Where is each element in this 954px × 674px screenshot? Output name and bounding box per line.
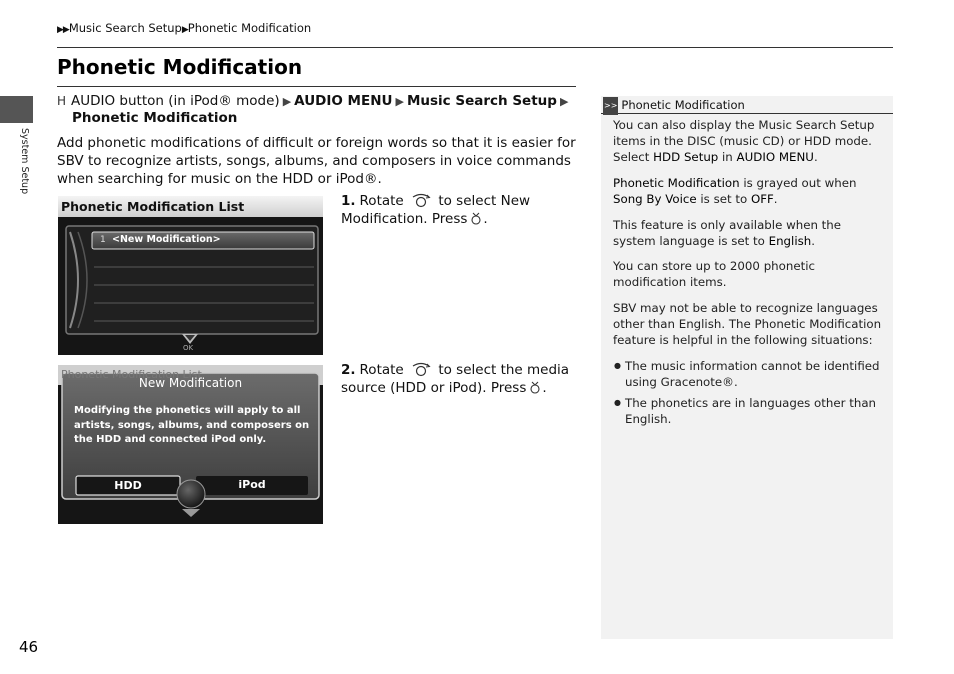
note-emphasis: Phonetic Modification	[613, 176, 740, 190]
note-grayed-out	[613, 175, 885, 207]
step-2-option-hdd: HDD	[395, 380, 427, 396]
note-emphasis: English	[768, 234, 812, 248]
dialog-message: Modifying the phonetics will apply to all artists, songs, albums, and composers on the HDD and connected iPod only.	[74, 405, 310, 445]
note-text: is grayed out when	[743, 176, 857, 190]
breadcrumb-arrows: ▶▶	[57, 25, 69, 35]
option-ipod-button[interactable]: iPod	[238, 478, 266, 491]
list-item-index: 1	[100, 235, 106, 245]
note-text: .	[811, 234, 815, 248]
breadcrumb	[57, 21, 311, 35]
path-phonetic-modification: Phonetic Modification	[72, 110, 238, 126]
press-enter-icon	[469, 211, 483, 225]
step-2-number: 2.	[341, 362, 356, 378]
notes-sidebar	[601, 96, 893, 639]
option-hdd-button[interactable]: HDD	[114, 479, 142, 492]
bullet-other-languages: ● The phonetics are in languages other than English.	[613, 395, 885, 427]
breadcrumb-item-music-search-setup[interactable]: Music Search Setup	[68, 21, 182, 35]
path-audio-menu: AUDIO MENU	[294, 93, 393, 109]
list-item-new-modification[interactable]: <New Modification>	[112, 234, 221, 245]
header-divider	[57, 47, 893, 48]
section-tab	[0, 96, 33, 123]
path-separator: ▶	[282, 95, 292, 108]
step-2-text: ). Press	[477, 380, 527, 396]
note-text: is set to	[700, 192, 748, 206]
screen-new-modification-dialog	[58, 365, 323, 524]
path-separator: ▶	[395, 95, 404, 108]
rotate-knob-icon	[410, 192, 432, 208]
note-language	[613, 217, 885, 249]
note-text: .	[813, 150, 818, 164]
note-sbv-languages: SBV may not be able to recognize languages other than English. The Phonetic Modification feature is helpful in the following situations:	[613, 301, 882, 347]
note-emphasis: OFF	[750, 192, 774, 206]
breadcrumb-item-phonetic-modification[interactable]: Phonetic Modification	[187, 21, 312, 35]
path-music-search-setup: Music Search Setup	[406, 93, 557, 109]
breadcrumb-separator: ▶	[181, 25, 188, 35]
note-marker-icon: >>	[603, 97, 618, 115]
note-text: You can also display the Music Search Setup items in the DISC (music CD) or HDD mode. Select	[613, 118, 875, 164]
step-2-text: Rotate	[359, 362, 404, 378]
screen-phonetic-modification-list	[58, 196, 323, 355]
step-1-text: .	[483, 211, 488, 227]
note-text: This feature is only available when the system language is set to	[613, 218, 842, 248]
page-title: Phonetic Modification	[57, 55, 303, 79]
screen-1-title: Phonetic Modification List	[61, 199, 245, 214]
step-2-option-ipod: iPod	[448, 380, 477, 396]
ok-label: OK	[183, 344, 194, 352]
step-2-text: .	[542, 380, 547, 396]
note-text: in	[722, 150, 733, 164]
title-divider	[57, 86, 576, 87]
sidebar-header-text: Phonetic Modification	[621, 98, 745, 112]
path-separator: ▶	[559, 95, 569, 108]
dialog-title: New Modification	[138, 376, 243, 390]
screen-2-background-title: Phonetic Modification List	[61, 368, 202, 381]
bullet-gracenote: ● The music information cannot be identified using Gracenote®.	[613, 358, 885, 390]
rotate-knob-icon	[410, 361, 432, 377]
intro-paragraph: Add phonetic modifications of difficult or foreign words so that it is easier for SBV to recognize artists, songs, albums, and composers in voice commands when searching for music on the HDD or iPod®.	[57, 135, 576, 187]
step-1-text: Rotate	[359, 193, 404, 209]
step-1-text: . Press	[423, 211, 468, 227]
note-display-setup	[613, 117, 885, 165]
menu-path	[57, 93, 576, 127]
note-emphasis: Song By Voice	[613, 192, 697, 206]
home-indicator-icon: H	[57, 94, 67, 108]
sidebar-header	[601, 96, 893, 114]
step-2	[341, 361, 576, 397]
note-text: .	[773, 192, 778, 206]
screen-1-graphic	[58, 196, 323, 355]
section-label: System Setup	[19, 128, 30, 195]
press-enter-icon	[528, 380, 542, 394]
step-2-text: or	[430, 380, 445, 396]
note-emphasis: AUDIO MENU	[736, 150, 814, 164]
path-prefix: AUDIO button (in iPod® mode)	[71, 93, 280, 109]
step-1-number: 1.	[341, 193, 356, 209]
step-2-text: to select the media source (	[341, 362, 570, 396]
step-1-target: New Modification	[341, 193, 531, 227]
step-1	[341, 192, 576, 228]
note-emphasis: HDD Setup	[653, 150, 719, 164]
page-number: 46	[19, 638, 39, 656]
note-capacity: You can store up to 2000 phonetic modification items.	[613, 259, 815, 289]
step-1-text: to select	[438, 193, 497, 209]
